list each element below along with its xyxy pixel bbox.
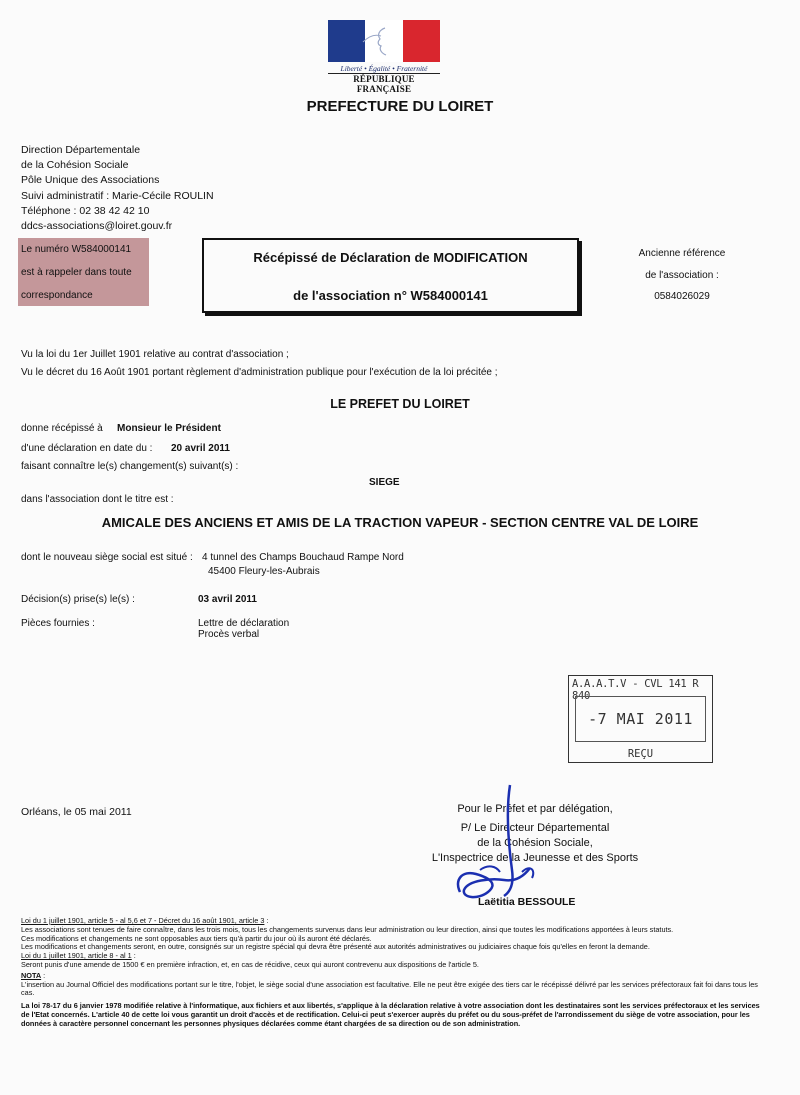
received-stamp — [568, 675, 713, 763]
changes-label: faisant connaître le(s) changement(s) suivant(s) : — [21, 461, 239, 472]
old-reference — [612, 243, 752, 308]
nota-suffix: : — [41, 970, 46, 980]
place-date: Orléans, le 05 mai 2011 — [21, 806, 132, 818]
republique-francaise: RÉPUBLIQUE FRANÇAISE — [328, 73, 440, 94]
signature-line: Pour le Préfet et par délégation, — [457, 803, 613, 815]
stamp-date: -7 MAI 2011 — [588, 710, 693, 728]
legal-heading-suffix: : — [131, 951, 136, 961]
motto: Liberté • Égalité • Fraternité — [340, 64, 428, 73]
reference-reminder-box — [18, 238, 149, 306]
service-info — [21, 143, 214, 234]
siege-label: dont le nouveau siège social est situé : — [21, 552, 193, 563]
siege-address-city: 45400 Fleury-les-Aubrais — [208, 566, 320, 577]
prefet-heading: LE PREFET DU LOIRET — [330, 397, 470, 411]
legal-text: Les modifications et changements seront, en outre, consignés sur un registre spécial qui devra être présenté aux autorités administratives ou judiciaires chaque fois qu'elles en feront la demande. — [21, 942, 650, 952]
legal-text-cnil: La loi 78-17 du 6 janvier 1978 modifiée relative à l'informatique, aux fichiers et aux libertés, s'applique à la déclaration relative à votre association dont les destinataires sont les services préfectoraux et les services de l'Etat concernés. L'article 40 de cette loi vous garantit un droit d'accès et de rectification. Celui-ci peut s'exercer auprès du préfet ou du sous-préfet de l'arrondissement du siège de votre association, pour les données à caractère personnel concernant les personnes physiques déclarées comme étant chargées de sa direction ou de son administration. — [21, 1001, 760, 1028]
association-name: AMICALE DES ANCIENS ET AMIS DE LA TRACTION VAPEUR - SECTION CENTRE VAL DE LOIRE — [101, 515, 699, 530]
receipt-title-box — [202, 238, 579, 313]
vu-loi: Vu la loi du 1er Juillet 1901 relative au contrat d'association ; — [21, 349, 289, 360]
old-reference-label: Ancienne référence — [638, 248, 726, 259]
service-line: Pôle Unique des Associations — [21, 174, 160, 187]
donne-value: Monsieur le Président — [117, 423, 221, 434]
association-number: de l'association n° W584000141 — [293, 288, 488, 303]
title-label: dans l'association dont le titre est : — [21, 494, 174, 505]
legal-text: L'insertion au Journal Officiel des modifications portant sur le titre, l'objet, le siège social d'une association est facultative. Elle ne peut être exigée des tiers car le récépissé délivré par les services préfectoraux fait foi dans tous les cas. — [21, 979, 758, 998]
legal-heading: Loi du 1 juillet 1901, article 8 - al 1 — [21, 951, 132, 961]
legal-text: Ces modifications et changements ne sont opposables aux tiers qu'à partir du jour où ils auront été déclarés. — [21, 933, 372, 943]
service-line: Suivi administratif : Marie-Cécile ROULIN — [21, 189, 214, 202]
piece-item: Lettre de déclaration — [198, 618, 290, 629]
prefecture-title: PREFECTURE DU LOIRET — [306, 98, 494, 115]
reference-line: correspondance — [21, 290, 93, 301]
pieces-label: Pièces fournies : — [21, 618, 95, 629]
old-reference-label: de l'association : — [645, 269, 719, 281]
siege-address-line: 4 tunnel des Champs Bouchaud Rampe Nord — [202, 552, 404, 563]
handwritten-signature-icon — [440, 780, 550, 910]
stamp-recu: REÇU — [627, 748, 654, 760]
reference-line: Le numéro W584000141 — [21, 244, 132, 255]
declaration-date-label: d'une déclaration en date du : — [21, 443, 153, 454]
signature-line: P/ Le Directeur Départemental — [460, 822, 610, 834]
stamp-date-frame — [575, 696, 706, 742]
legal-text: Les associations sont tenues de faire connaître, dans les trois mois, tous les changements survenus dans leur administration ou leur direction, ainsi que toutes les modifications apportées à leurs statuts. — [21, 924, 674, 934]
decision-date: 03 avril 2011 — [198, 594, 257, 605]
service-email: ddcs-associations@loiret.gouv.fr — [21, 220, 173, 233]
service-phone: Téléphone : 02 38 42 42 10 — [21, 204, 150, 217]
declaration-date: 20 avril 2011 — [171, 443, 230, 454]
legal-text: Seront punis d'une amende de 1500 € en première infraction, et, en cas de récidive, ceux qui auront contrevenu aux dispositions de l'article 5. — [21, 959, 479, 969]
decision-label: Décision(s) prise(s) le(s) : — [21, 594, 135, 605]
vu-decret: Vu le décret du 16 Août 1901 portant règlement d'administration publique pour l'exécution de la loi précitée ; — [21, 367, 498, 378]
reference-line: est à rappeler dans toute — [21, 267, 132, 278]
tricolor-flag-icon — [328, 20, 440, 62]
piece-item: Procès verbal — [198, 629, 260, 640]
receipt-title: Récépissé de Déclaration de MODIFICATION — [253, 250, 528, 265]
service-line: Direction Départementale — [21, 144, 141, 156]
service-line: de la Cohésion Sociale — [21, 159, 129, 172]
donne-label: donne récépissé à — [21, 423, 103, 434]
signature-line: L'Inspectrice de la Jeunesse et des Sports — [431, 852, 639, 864]
legal-heading: Loi du 1 juillet 1901, article 5 - al 5,6 et 7 - Décret du 16 août 1901, article 3 — [21, 916, 265, 925]
signature-line: de la Cohésion Sociale, — [477, 837, 593, 849]
old-reference-value: 0584026029 — [654, 291, 710, 302]
stamp-header: A.A.A.T.V - CVL 141 R 840 — [572, 678, 699, 702]
nota-heading: NOTA — [21, 970, 42, 980]
signer-name: Laëtitia BESSOULE — [478, 896, 576, 908]
marianne-logo — [328, 20, 440, 94]
legal-heading-suffix: : — [264, 916, 269, 925]
changes-value: SIEGE — [369, 477, 400, 488]
legal-notes — [21, 917, 761, 1029]
